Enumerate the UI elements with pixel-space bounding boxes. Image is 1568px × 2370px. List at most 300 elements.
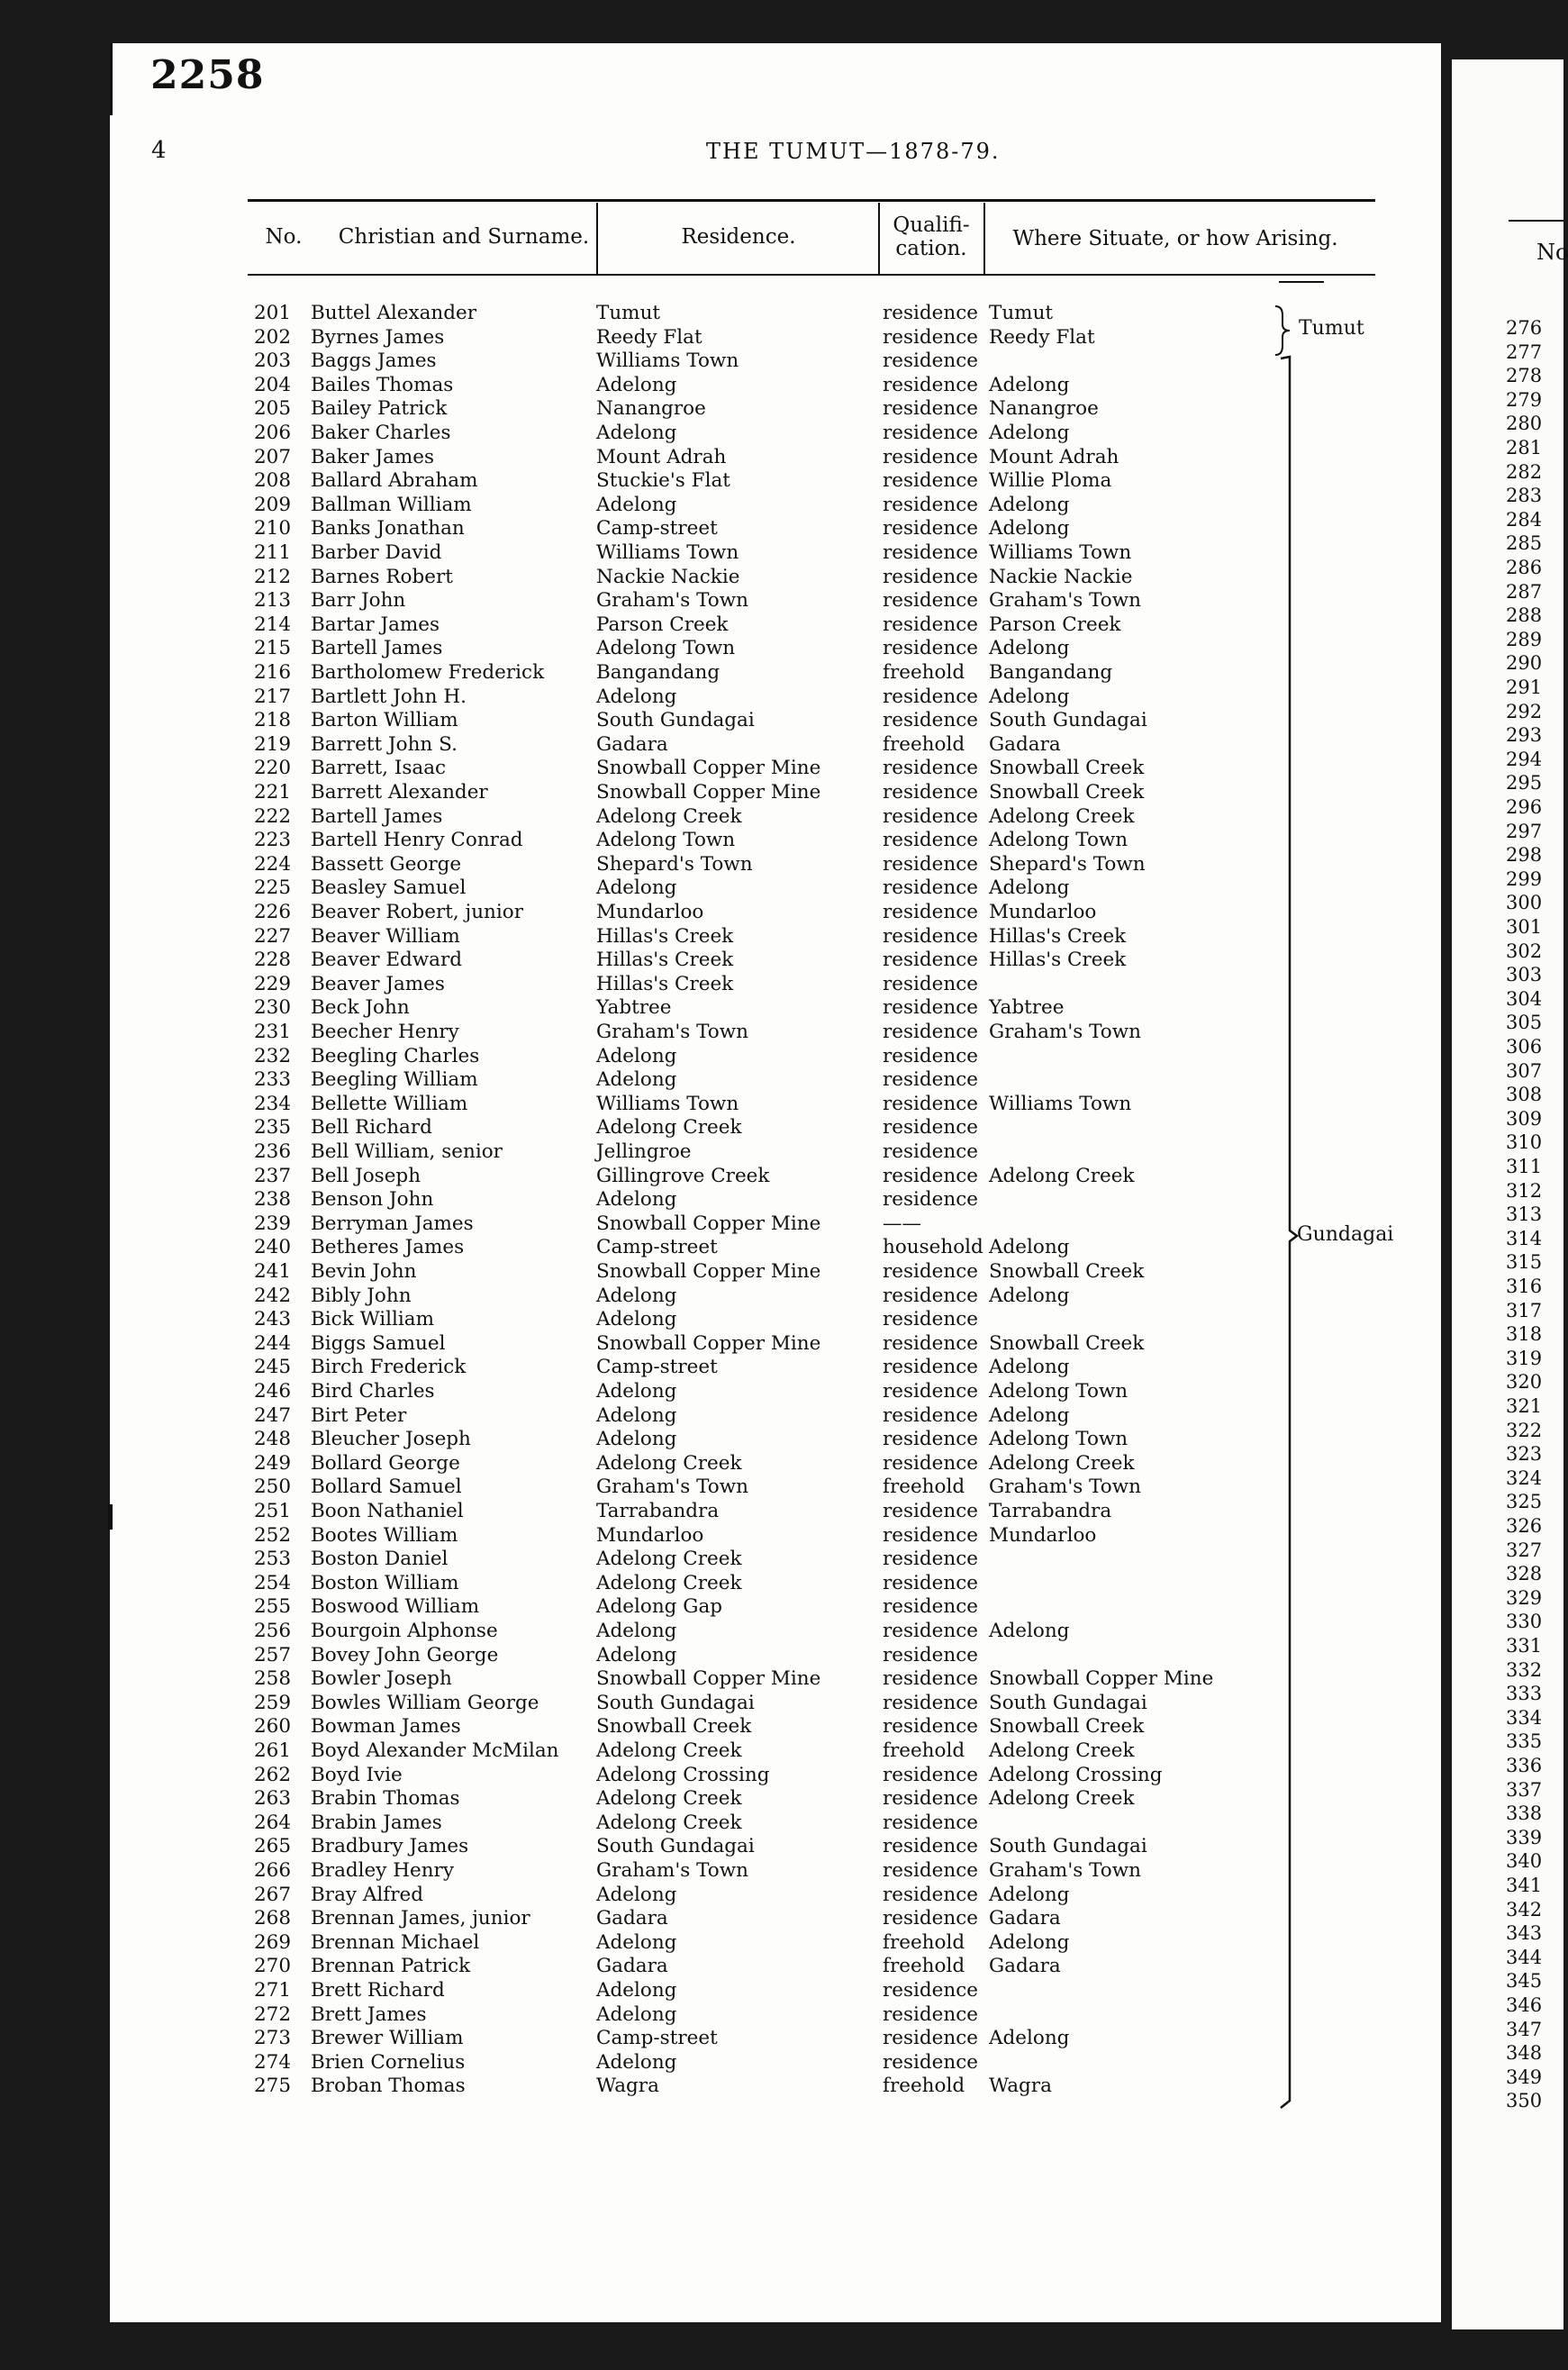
- entry-residence: Adelong Creek: [596, 1451, 742, 1475]
- entry-number: 216: [254, 661, 292, 684]
- next-page-entry-number: 302: [1506, 940, 1543, 962]
- entry-where-situate: Snowball Creek: [989, 1331, 1145, 1355]
- entry-residence: Stuckie's Flat: [596, 469, 730, 493]
- next-page-entry-number: 297: [1506, 820, 1543, 842]
- entry-name: Bird Charles: [311, 1380, 435, 1403]
- table-row: [0, 1691, 1563, 1715]
- entry-where-situate: Graham's Town: [989, 1021, 1141, 1043]
- entry-number: 226: [254, 901, 292, 923]
- table-row: [0, 613, 1563, 637]
- entry-name: Bovey John George: [311, 1643, 499, 1666]
- entry-number: 230: [254, 996, 292, 1020]
- entry-residence: Adelong: [596, 1620, 677, 1642]
- table-row: [0, 995, 1563, 1020]
- next-page-entry-number: 311: [1506, 1156, 1543, 1177]
- table-row: [0, 804, 1563, 829]
- entry-name: Boon Nathaniel: [311, 1500, 464, 1522]
- next-page-entry-number: 276: [1506, 317, 1543, 339]
- table-row: [0, 1930, 1563, 1955]
- entry-residence: Snowball Copper Mine: [596, 1212, 821, 1235]
- table-row: [0, 1499, 1563, 1523]
- entry-name: Beaver James: [311, 972, 445, 995]
- entry-residence: Yabtree: [596, 996, 672, 1020]
- entry-residence: Adelong Town: [596, 637, 736, 660]
- entry-residence: Graham's Town: [596, 1859, 748, 1882]
- table-row: [0, 516, 1563, 540]
- entry-qualification: residence: [883, 589, 979, 613]
- entry-number: 261: [254, 1739, 292, 1762]
- entry-name: Betheres James: [311, 1236, 465, 1259]
- entry-qualification: residence: [883, 1308, 979, 1331]
- entry-qualification: residence: [883, 2002, 979, 2026]
- table-row: [0, 1235, 1563, 1259]
- entry-residence: Adelong: [596, 1428, 677, 1451]
- next-page-entry-number: 309: [1506, 1107, 1543, 1130]
- table-top-rule: [248, 199, 1375, 202]
- entry-name: Ballman William: [311, 493, 472, 516]
- next-page-entry-number: 333: [1506, 1683, 1543, 1705]
- entry-qualification: residence: [883, 325, 979, 349]
- entry-where-situate: Adelong: [989, 1356, 1070, 1379]
- next-page-entry-number: 315: [1506, 1251, 1543, 1274]
- entry-number: 213: [254, 589, 292, 613]
- entry-residence: Gadara: [596, 732, 668, 756]
- entry-qualification: residence: [883, 1331, 979, 1355]
- entry-where-situate: Adelong: [989, 493, 1070, 516]
- entry-qualification: household: [883, 1236, 983, 1259]
- next-page-entry-number: 343: [1506, 1922, 1543, 1945]
- next-page-entry-number: 316: [1506, 1276, 1543, 1297]
- next-page-entry-number: 341: [1506, 1875, 1543, 1896]
- entry-name: Buttel Alexander: [311, 302, 477, 324]
- entry-name: Barrett Alexander: [311, 781, 488, 804]
- entry-residence: Adelong: [596, 1308, 677, 1331]
- table-row: [0, 1858, 1563, 1883]
- entry-qualification: residence: [883, 1284, 979, 1307]
- entry-name: Barton William: [311, 709, 458, 732]
- column-header-where: Where Situate, or how Arising.: [1012, 227, 1338, 250]
- entry-where-situate: Parson Creek: [989, 613, 1121, 636]
- entry-qualification: residence: [883, 1835, 979, 1858]
- next-page-entry-number: 294: [1506, 748, 1543, 770]
- next-page-entry-number: 329: [1506, 1586, 1543, 1609]
- entry-qualification: freehold: [883, 661, 965, 684]
- entry-number: 238: [254, 1188, 292, 1212]
- entry-name: Brennan Patrick: [311, 1955, 471, 1978]
- table-row: [0, 1954, 1563, 1978]
- next-page-entry-number: 304: [1506, 987, 1543, 1010]
- table-row: [0, 540, 1563, 565]
- next-page-entry-number: 339: [1506, 1826, 1543, 1848]
- entry-number: 240: [254, 1236, 292, 1259]
- next-page-entry-number: 287: [1506, 580, 1543, 603]
- entry-qualification: residence: [883, 1044, 979, 1067]
- entry-number: 248: [254, 1428, 292, 1451]
- entry-number: 223: [254, 829, 292, 852]
- entry-residence: Snowball Copper Mine: [596, 757, 821, 780]
- next-page-entry-number: 335: [1506, 1730, 1543, 1753]
- entry-name: Brett Richard: [311, 1979, 445, 2002]
- table-row: [0, 2002, 1563, 2027]
- entry-name: Bray Alfred: [311, 1883, 424, 1906]
- entry-qualification: residence: [883, 613, 979, 636]
- table-row: [0, 900, 1563, 924]
- entry-qualification: residence: [883, 541, 979, 564]
- entry-where-situate: Adelong Creek: [989, 1739, 1135, 1762]
- entry-name: Boyd Alexander McMilan: [311, 1739, 559, 1762]
- entry-qualification: residence: [883, 1092, 979, 1115]
- entry-number: 242: [254, 1284, 292, 1307]
- entry-residence: Mundarloo: [596, 901, 704, 923]
- entry-number: 267: [254, 1883, 292, 1906]
- entry-number: 237: [254, 1164, 292, 1187]
- table-row: [0, 1403, 1563, 1428]
- next-page-entry-number: 305: [1506, 1012, 1543, 1034]
- entry-qualification: residence: [883, 709, 979, 732]
- entry-qualification: residence: [883, 302, 979, 324]
- entry-where-situate: South Gundagai: [989, 1691, 1147, 1714]
- entry-residence: Adelong: [596, 493, 677, 516]
- entry-qualification: residence: [883, 876, 979, 900]
- next-page-entry-number: 286: [1506, 557, 1543, 578]
- table-row: [0, 1451, 1563, 1476]
- roll-page-number: 4: [151, 137, 167, 164]
- entry-number: 236: [254, 1140, 292, 1163]
- table-row: [0, 1714, 1563, 1739]
- table-row: [0, 1115, 1563, 1140]
- entry-residence: Camp-street: [596, 1236, 718, 1259]
- entry-qualification: residence: [883, 1907, 979, 1930]
- entry-number: 274: [254, 2050, 292, 2074]
- entry-qualification: residence: [883, 1116, 979, 1140]
- entry-qualification: residence: [883, 445, 979, 468]
- entry-where-situate: Graham's Town: [989, 1476, 1141, 1499]
- entry-where-situate: Mundarloo: [989, 1523, 1097, 1547]
- document-title: THE TUMUT—1878-79.: [706, 139, 1001, 164]
- entry-residence: Williams Town: [596, 1092, 739, 1115]
- table-row: [0, 1020, 1563, 1044]
- entry-name: Bell Richard: [311, 1116, 432, 1140]
- entry-qualification: residence: [883, 1548, 979, 1571]
- entry-number: 210: [254, 517, 292, 540]
- entry-number: 201: [254, 302, 292, 324]
- column-header-qualification-2: cation.: [895, 237, 967, 260]
- column-header-no: No.: [265, 225, 303, 249]
- entry-qualification: residence: [883, 1763, 979, 1786]
- entry-qualification: residence: [883, 924, 979, 948]
- table-row: [0, 1284, 1563, 1308]
- next-page-entry-number: 314: [1506, 1227, 1543, 1249]
- entry-where-situate: Adelong Crossing: [989, 1763, 1163, 1786]
- entry-where-situate: Gadara: [989, 732, 1061, 756]
- table-row: [0, 373, 1563, 397]
- entry-where-situate: Adelong Town: [989, 1428, 1128, 1451]
- entry-qualification: residence: [883, 1811, 979, 1834]
- next-page-entry-number: 318: [1506, 1323, 1543, 1346]
- entry-number: 269: [254, 1930, 292, 1954]
- entry-qualification: residence: [883, 2027, 979, 2050]
- entry-where-situate: Graham's Town: [989, 1859, 1141, 1882]
- table-row: [0, 1164, 1563, 1188]
- entry-name: Barber David: [311, 541, 442, 564]
- entry-where-situate: Adelong Town: [989, 1380, 1128, 1403]
- next-page-entry-number: 310: [1506, 1131, 1543, 1154]
- next-page-entry-number: 342: [1506, 1898, 1543, 1921]
- entry-name: Brennan James, junior: [311, 1907, 530, 1930]
- entry-residence: Snowball Copper Mine: [596, 781, 821, 804]
- entry-number: 218: [254, 709, 292, 732]
- entry-name: Bartell James: [311, 804, 443, 828]
- entry-where-situate: Adelong Creek: [989, 1787, 1135, 1811]
- entry-number: 229: [254, 972, 292, 995]
- entry-name: Brennan Michael: [311, 1930, 480, 1954]
- table-row: [0, 1786, 1563, 1811]
- entry-residence: Snowball Copper Mine: [596, 1667, 821, 1691]
- entry-where-situate: Adelong: [989, 373, 1070, 396]
- entry-number: 271: [254, 1979, 292, 2002]
- next-page-entry-number: 300: [1506, 892, 1543, 914]
- entry-number: 234: [254, 1092, 292, 1115]
- next-page-entry-number: 325: [1506, 1491, 1543, 1513]
- entry-name: Bourgoin Alphonse: [311, 1620, 498, 1642]
- entry-residence: South Gundagai: [596, 1691, 755, 1714]
- entry-number: 250: [254, 1476, 292, 1499]
- entry-number: 254: [254, 1571, 292, 1594]
- entry-name: Bartar James: [311, 613, 440, 636]
- entry-residence: Adelong: [596, 1284, 677, 1307]
- next-page-entry-number: 307: [1506, 1059, 1543, 1082]
- table-row: [0, 1763, 1563, 1787]
- next-page-entry-number: 334: [1506, 1706, 1543, 1729]
- table-row: [0, 445, 1563, 469]
- entry-where-situate: Tumut: [989, 302, 1054, 324]
- entry-number: 266: [254, 1859, 292, 1882]
- entry-residence: Adelong Creek: [596, 1787, 742, 1811]
- entry-residence: Adelong Creek: [596, 1739, 742, 1762]
- entry-where-situate: Adelong: [989, 1883, 1070, 1906]
- next-page-entry-number: 295: [1506, 772, 1543, 795]
- next-page-entry-number: 346: [1506, 1994, 1543, 2016]
- entry-number: 217: [254, 685, 292, 708]
- entry-number: 221: [254, 781, 292, 804]
- table-row: [0, 1092, 1563, 1116]
- entry-name: Birch Frederick: [311, 1356, 467, 1379]
- entry-number: 257: [254, 1643, 292, 1666]
- table-row: [0, 924, 1563, 949]
- next-page-entry-number: 321: [1506, 1395, 1543, 1417]
- next-page-entry-number: 288: [1506, 604, 1543, 627]
- table-row: [0, 1883, 1563, 1907]
- entry-qualification: residence: [883, 1068, 979, 1092]
- table-row: [0, 1547, 1563, 1571]
- entry-where-situate: Adelong: [989, 637, 1070, 660]
- entry-name: Byrnes James: [311, 325, 445, 349]
- entry-where-situate: Snowball Creek: [989, 1260, 1145, 1283]
- entry-number: 260: [254, 1715, 292, 1739]
- next-page-entry-number: 303: [1506, 964, 1543, 986]
- entry-qualification: freehold: [883, 1955, 965, 1978]
- entry-qualification: freehold: [883, 2075, 965, 2098]
- next-page-entry-number: 306: [1506, 1036, 1543, 1058]
- entry-qualification: residence: [883, 1859, 979, 1882]
- entry-name: Bibly John: [311, 1284, 412, 1307]
- entry-qualification: residence: [883, 1188, 979, 1212]
- entry-name: Brett James: [311, 2002, 427, 2026]
- entry-where-situate: Mount Adrah: [989, 445, 1119, 468]
- entry-residence: Adelong: [596, 422, 677, 444]
- entry-residence: Adelong: [596, 1188, 677, 1212]
- table-row: [0, 1739, 1563, 1763]
- entry-where-situate: Adelong: [989, 1930, 1070, 1954]
- entry-number: 265: [254, 1835, 292, 1858]
- next-page-entry-number: 331: [1506, 1635, 1543, 1657]
- table-row: [0, 1331, 1563, 1356]
- table-row: [0, 301, 1563, 325]
- next-page-entry-number: 336: [1506, 1755, 1543, 1776]
- entry-where-situate: Adelong: [989, 685, 1070, 708]
- entry-residence: Hillas's Creek: [596, 924, 734, 948]
- column-divider: [596, 203, 598, 275]
- next-page-entry-number: 345: [1506, 1970, 1543, 1993]
- entry-name: Bollard Samuel: [311, 1476, 462, 1499]
- entry-name: Bailey Patrick: [311, 397, 448, 421]
- entry-where-situate: Adelong: [989, 517, 1070, 540]
- entry-number: 205: [254, 397, 292, 421]
- entry-name: Boswood William: [311, 1595, 480, 1619]
- entry-residence: Adelong: [596, 876, 677, 900]
- entry-qualification: freehold: [883, 1930, 965, 1954]
- entry-residence: Hillas's Creek: [596, 972, 734, 995]
- entry-name: Boston William: [311, 1571, 459, 1594]
- table-row: [0, 756, 1563, 780]
- entry-residence: Snowball Copper Mine: [596, 1260, 821, 1283]
- entry-residence: Adelong: [596, 2050, 677, 2074]
- brace-header-rule: [1279, 281, 1324, 283]
- entry-where-situate: Willie Ploma: [989, 469, 1112, 493]
- next-page-entry-number: 319: [1506, 1347, 1543, 1369]
- entry-where-situate: Snowball Creek: [989, 757, 1145, 780]
- table-row: [0, 1140, 1563, 1164]
- entry-name: Beasley Samuel: [311, 876, 467, 900]
- entry-residence: Adelong Creek: [596, 804, 742, 828]
- entry-residence: Snowball Copper Mine: [596, 1331, 821, 1355]
- table-row: [0, 660, 1563, 685]
- entry-residence: Reedy Flat: [596, 325, 702, 349]
- entry-where-situate: Adelong: [989, 1403, 1070, 1427]
- entry-name: Beaver William: [311, 924, 460, 948]
- table-row: [0, 565, 1563, 589]
- next-page-entry-number: 344: [1506, 1946, 1543, 1968]
- entry-residence: Williams Town: [596, 350, 739, 373]
- entry-number: 214: [254, 613, 292, 636]
- entry-name: Bleucher Joseph: [311, 1428, 471, 1451]
- entry-residence: Adelong: [596, 1044, 677, 1067]
- entry-where-situate: Adelong: [989, 1620, 1070, 1642]
- entry-number: 232: [254, 1044, 292, 1067]
- entry-name: Baker Charles: [311, 422, 451, 444]
- entry-residence: Wagra: [596, 2075, 659, 2098]
- table-row: [0, 1187, 1563, 1212]
- entry-name: Bartlett John H.: [311, 685, 467, 708]
- entry-residence: Gadara: [596, 1955, 668, 1978]
- entry-name: Baker James: [311, 445, 435, 468]
- table-row: [0, 876, 1563, 900]
- next-page-entry-number: 285: [1506, 532, 1543, 555]
- next-page-entry-number: 322: [1506, 1419, 1543, 1441]
- entry-name: Bartholomew Frederick: [311, 661, 545, 684]
- next-page-entry-number: 326: [1506, 1515, 1543, 1537]
- entry-residence: Graham's Town: [596, 589, 748, 613]
- next-page-entry-number: 293: [1506, 724, 1543, 747]
- entry-qualification: residence: [883, 1500, 979, 1522]
- table-row: [0, 1834, 1563, 1858]
- table-row: [0, 1259, 1563, 1284]
- entry-qualification: residence: [883, 1691, 979, 1714]
- entry-qualification: residence: [883, 493, 979, 516]
- column-header-qualification-1: Qualifi-: [893, 213, 970, 237]
- entry-name: Broban Thomas: [311, 2075, 466, 2098]
- entry-number: 235: [254, 1116, 292, 1140]
- entry-name: Brewer William: [311, 2027, 464, 2050]
- entry-residence: Adelong Gap: [596, 1595, 723, 1619]
- entry-number: 206: [254, 422, 292, 444]
- entry-residence: Adelong: [596, 1068, 677, 1092]
- entry-name: Beaver Edward: [311, 949, 463, 972]
- entry-residence: Mundarloo: [596, 1523, 704, 1547]
- entry-qualification: residence: [883, 757, 979, 780]
- entry-qualification: residence: [883, 829, 979, 852]
- entry-where-situate: Snowball Copper Mine: [989, 1667, 1214, 1691]
- entry-name: Bartell Henry Conrad: [311, 829, 523, 852]
- entry-residence: Gillingrove Creek: [596, 1164, 770, 1187]
- brace-label-gundagai: Gundagai: [1297, 1223, 1394, 1246]
- entry-qualification: residence: [883, 422, 979, 444]
- entry-number: 258: [254, 1667, 292, 1691]
- entry-number: 268: [254, 1907, 292, 1930]
- entry-residence: Adelong: [596, 2002, 677, 2026]
- next-page-column-header: No: [1536, 240, 1568, 265]
- entry-name: Bell Joseph: [311, 1164, 421, 1187]
- entry-residence: Adelong Crossing: [596, 1763, 770, 1786]
- entry-number: 202: [254, 325, 292, 349]
- entry-qualification: residence: [883, 637, 979, 660]
- table-row: [0, 1067, 1563, 1092]
- table-row: [0, 948, 1563, 972]
- entry-qualification: residence: [883, 1979, 979, 2002]
- entry-number: 233: [254, 1068, 292, 1092]
- table-row: [0, 972, 1563, 996]
- table-row: [0, 1523, 1563, 1548]
- entry-qualification: residence: [883, 996, 979, 1020]
- entry-name: Ballard Abraham: [311, 469, 478, 493]
- entry-name: Bartell James: [311, 637, 443, 660]
- entry-number: 243: [254, 1308, 292, 1331]
- entry-number: 259: [254, 1691, 292, 1714]
- entry-name: Bradley Henry: [311, 1859, 454, 1882]
- table-row: [0, 1571, 1563, 1595]
- entry-name: Boston Daniel: [311, 1548, 449, 1571]
- entry-where-situate: Snowball Creek: [989, 781, 1145, 804]
- entry-number: 275: [254, 2075, 292, 2098]
- next-page-entry-number: 330: [1506, 1611, 1543, 1633]
- entry-name: Bell William, senior: [311, 1140, 503, 1163]
- entry-residence: Snowball Creek: [596, 1715, 752, 1739]
- entry-number: 263: [254, 1787, 292, 1811]
- table-row: [0, 1212, 1563, 1236]
- entry-residence: Adelong: [596, 685, 677, 708]
- entry-where-situate: Hillas's Creek: [989, 949, 1127, 972]
- entry-where-situate: Bangandang: [989, 661, 1113, 684]
